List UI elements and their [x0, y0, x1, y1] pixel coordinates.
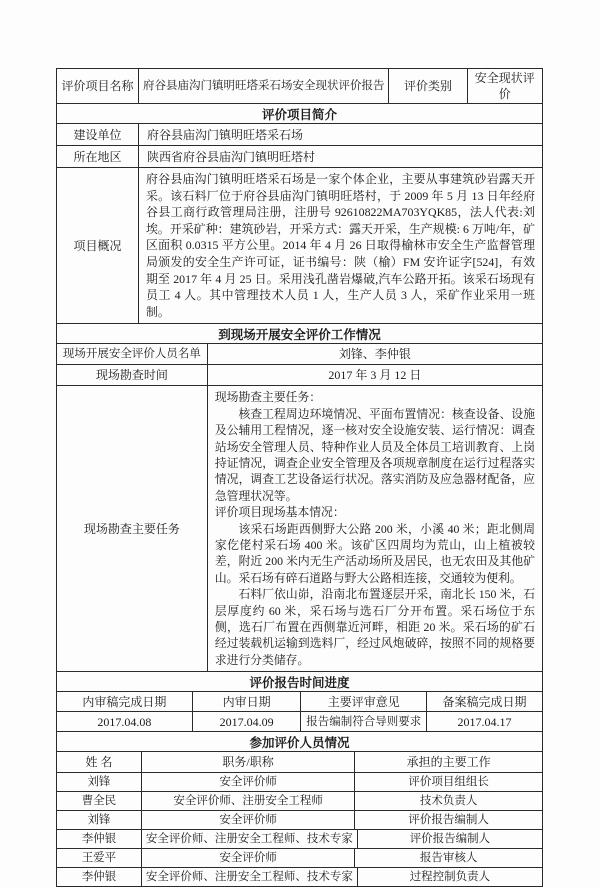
site-basics-heading: 评价项目现场基本情况： [214, 505, 345, 520]
project-overview-row [57, 167, 542, 323]
personnel-work: 报告审核人 [354, 849, 542, 867]
schedule-header-draft-date: 内审稿完成日期 [82, 694, 167, 709]
project-overview-text: 府谷县庙沟门镇明旺塔采石场是一家个体企业，主要从事建筑砂岩露天开采。该石料厂位于府谷县庙沟门镇明旺塔村，于 2009 年 5 月 13 日年经府谷县工商行政管理局注册，注册号 92610822MA703YQK85，法人代表:刘埃。开采矿种：建筑砂岩，开采方式：露天开采，生产规模: 6 万吨/年，矿区面积 0.0315 平方公里。2014 年 4 月 26 日取得榆林市安全生产监督管理局颁发的安全生产许可证，证书编号：陕（榆）FM 安许证字[524]，有效期至 2017 年 4 月 25 日。采用浅孔凿岩爆破,汽车公路开拓。该采石场现有员工 4 人。其中管理技术人员 1 人，生产人员 3 人，采矿作业采用一班制。 [138, 168, 542, 323]
evaluator-list-row [57, 343, 542, 364]
project-name-value: 府谷县庙沟门镇明旺塔采石场安全现状评价报告 [138, 69, 389, 103]
section-site-visit [57, 323, 542, 343]
project-name-label: 评价项目名称 [61, 79, 134, 93]
personnel-row [57, 867, 542, 886]
personnel-header-row [57, 751, 542, 772]
location-row [57, 145, 542, 167]
personnel-work: 技术负责人 [354, 792, 542, 810]
evaluation-category-value: 安全现状评价 [467, 69, 542, 103]
evaluator-list-value: 刘锋、李仲银 [207, 344, 542, 364]
location-label: 所在地区 [73, 149, 122, 164]
schedule-draft-date: 2017.04.08 [97, 714, 152, 729]
survey-date-row [57, 364, 542, 385]
personnel-header-name: 姓 名 [85, 755, 113, 770]
section-project-intro [57, 103, 542, 123]
construction-unit-row [57, 123, 542, 145]
schedule-header-review-date: 内审日期 [192, 692, 301, 711]
personnel-name: 刘锋 [87, 776, 111, 789]
personnel-title: 安全评价师、注册安全工程师 [141, 792, 354, 810]
schedule-final-date: 2017.04.17 [426, 712, 542, 731]
schedule-header-review-opinion: 主要评审意见 [300, 692, 426, 711]
construction-unit-value: 府谷县庙沟门镇明旺塔采石场 [138, 124, 542, 145]
personnel-title: 安全评价师、注册安全工程师、技术专家 [141, 868, 357, 886]
location-value: 陕西省府谷县庙沟门镇明旺塔村 [138, 146, 542, 167]
construction-unit-label: 建设单位 [73, 127, 122, 142]
survey-tasks-label: 现场勘查主要任务 [83, 521, 180, 536]
personnel-row [57, 848, 542, 867]
schedule-review-opinion: 报告编制符合导则要求 [300, 712, 426, 731]
site-basics-paragraph-1: 该采石场距西侧野大公路 200 米，小溪 40 米；距北侧周家仡佬村采石场 400 米。该矿区四周均为荒山，山上植被较差，附近 200 米内无生产活动场所及居民，也无农田及其他矿山。采石场有碎石道路与野大公路相连接，交通较为便利。 [214, 521, 535, 585]
schedule-review-date: 2017.04.09 [192, 712, 301, 731]
personnel-title: 安全评价师 [141, 773, 354, 791]
survey-tasks-heading: 现场勘查主要任务： [214, 390, 322, 405]
personnel-name: 王爱平 [81, 852, 117, 865]
personnel-name: 李仲银 [81, 833, 117, 846]
personnel-work: 评价报告编制人 [357, 830, 542, 848]
personnel-work: 评价项目组组长 [354, 773, 542, 791]
personnel-header-work: 承担的主要工作 [354, 752, 542, 772]
survey-date-value: 2017 年 3 月 12 日 [207, 365, 542, 385]
personnel-title: 安全评价师、注册安全工程师、技术专家 [141, 830, 357, 848]
section-personnel [57, 731, 542, 751]
personnel-row [57, 810, 542, 829]
schedule-header-final-date: 备案稿完成日期 [426, 692, 542, 711]
survey-tasks-row [57, 385, 542, 671]
project-meta-row [57, 69, 542, 103]
section-report-schedule [57, 671, 542, 691]
survey-date-label: 现场勘查时间 [95, 368, 168, 383]
section-title-report-schedule: 评价报告时间进度 [249, 675, 350, 690]
schedule-value-row [57, 711, 542, 731]
section-title-project-intro: 评价项目简介 [261, 107, 337, 122]
personnel-header-title: 职务/职称 [141, 752, 354, 772]
survey-tasks-paragraph: 核查工程周边环境情况、平面布置情况：核查设备、设施及公辅用工程情况，逐一核对安全设施安装、运行情况：调查站场安全管理人员、特种作业人员及全体员工培训教育、上岗持证情况，调查企业安全管理及各项规章制度在运行过程落实情况，调查工艺设备运行状况。落实消防及应急器材配备，应急管理状况等。 [214, 406, 535, 503]
personnel-work: 过程控制负责人 [357, 868, 542, 886]
personnel-row [57, 791, 542, 810]
section-title-site-visit: 到现场开展安全评价工作情况 [218, 327, 381, 342]
personnel-name: 李仲银 [81, 871, 117, 884]
personnel-row [57, 772, 542, 791]
evaluator-list-label: 现场开展安全评价人员名单 [62, 348, 201, 361]
project-overview-label: 项目概况 [73, 238, 122, 253]
personnel-name: 曹全民 [81, 795, 117, 808]
personnel-row [57, 829, 542, 848]
evaluation-category-label: 评价类别 [388, 69, 466, 103]
survey-tasks-text [207, 386, 542, 671]
evaluation-report-table [56, 68, 543, 887]
personnel-title: 安全评价师 [141, 811, 354, 829]
site-basics-paragraph-2: 石料厂依山峁，沿南北布置逐层开采，南北长 150 米，石层厚度约 60 米，采石场与选石厂分开布置。采石场位于东侧，选石厂布置在西侧靠近河畔，相距 20 米。采石场的矿石经过装载机运输到选料厂，经过风炮破碎，按照不同的规格要求进行分类储存。 [214, 587, 535, 667]
personnel-name: 刘锋 [87, 814, 111, 827]
personnel-work: 评价报告编制人 [354, 811, 542, 829]
schedule-header-row [57, 691, 542, 711]
personnel-title: 安全评价师 [141, 849, 354, 867]
section-title-personnel: 参加评价人员情况 [249, 735, 350, 750]
